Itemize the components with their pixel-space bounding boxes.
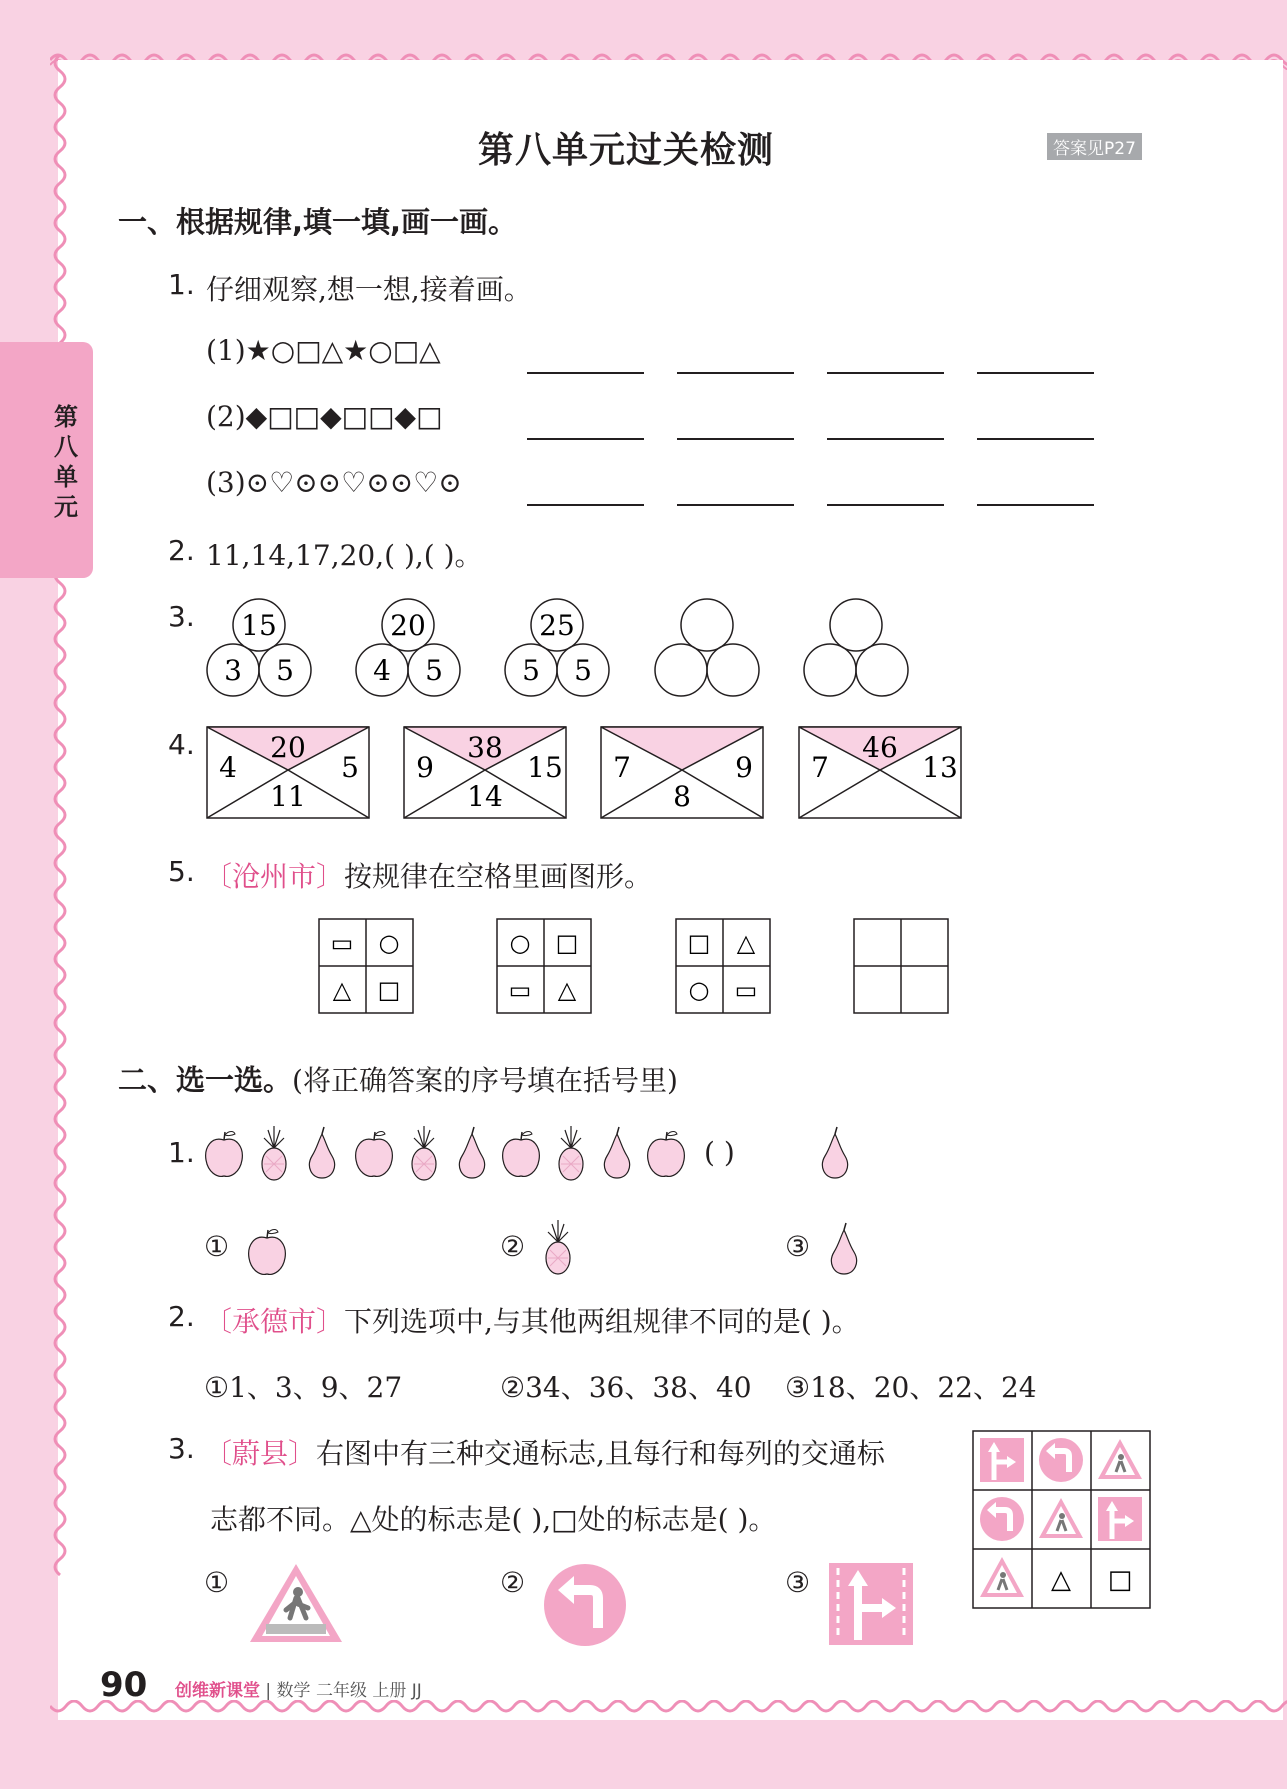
circle-top-value: 15 [241,609,277,642]
circle-group-3 [505,599,609,696]
circle-right-value: 5 [574,654,592,687]
s2-q3-line1 [204,1432,885,1472]
footer-info: 创维新课堂 | 数学 二年级 上册 JJ [175,1681,422,1701]
fruit-answer-blank[interactable]: ( ) [704,1136,735,1169]
triangle-placeholder[interactable]: △ [1051,1565,1071,1595]
shape-grid-empty[interactable] [854,919,948,1013]
blank-line[interactable] [527,438,644,440]
envelope-4 [799,727,961,818]
pineapple-icon [262,1126,286,1180]
envelope-row [206,725,966,820]
left-turn-sign-icon [542,1562,628,1648]
circle-top-value: 20 [390,609,426,642]
pattern-row-1: (1)★○□△★○□△ [206,334,441,367]
circle-left-value: 3 [224,654,242,687]
straight-right-sign-icon [980,1438,1024,1482]
s2-q2-number: 2. [168,1300,195,1333]
blank-line[interactable] [527,372,644,374]
circle-group-2 [356,599,460,696]
blank-line[interactable] [527,504,644,506]
apple-icon [244,1220,292,1280]
sign-option-1-label[interactable]: ① [204,1566,230,1599]
blank-line[interactable] [677,438,794,440]
circle-right-value: 5 [276,654,294,687]
s2-q2-option-1[interactable]: ①1、3、9、27 [204,1371,403,1404]
grid-cell: ○ [688,976,710,1004]
pear-icon [825,1214,865,1280]
envelope-bottom: 11 [270,780,306,813]
answer-reference-badge: 答案见P27 [1047,133,1142,160]
square-placeholder[interactable]: □ [1107,1565,1133,1595]
s1-q3-number: 3. [168,600,195,633]
circle-group-1 [207,599,311,696]
s2-q3-number: 3. [168,1432,195,1465]
s2-q2-text: 下列选项中,与其他两组规律不同的是( )。 [344,1305,860,1338]
s1-q1-number: 1. [168,268,195,301]
fruit-option-3-label[interactable]: ③ [785,1230,811,1263]
grid-cell: △ [332,976,352,1004]
circle-group-empty[interactable] [804,599,908,696]
pear-icon [822,1127,847,1178]
grid-cell: ○ [509,929,531,957]
grid-cell: □ [377,976,401,1004]
pear-icon [604,1127,629,1178]
s1-q5-number: 5. [168,855,195,888]
envelope-top: 46 [862,731,898,764]
left-wave-border [48,55,70,1715]
traffic-sign-grid [972,1430,1152,1610]
s1-q2-number: 2. [168,534,195,567]
side-tab-label: 第八单元 [54,403,78,521]
blank-line[interactable] [977,438,1094,440]
section2-heading-line [118,1058,678,1099]
grid-cell: △ [557,976,577,1004]
blank-line[interactable] [977,504,1094,506]
footer-details: 数学 二年级 上册 JJ [276,1681,422,1701]
pattern-row-2: (2)◆□□◆□□◆□ [206,400,443,433]
blank-line[interactable] [827,438,944,440]
circle-groups [200,595,920,700]
circle-left-value: 5 [522,654,540,687]
s1-q5-line [204,855,652,895]
s2-q2-option-2[interactable]: ②34、36、38、40 [500,1371,752,1404]
footer-brand: 创维新课堂 [175,1681,260,1701]
source-tag: 〔承德市〕 [204,1305,345,1338]
envelope-top: 38 [467,731,503,764]
grid-cell: ▭ [508,976,532,1004]
pineapple-icon [559,1126,583,1180]
apple-icon [648,1132,685,1177]
envelope-1 [207,727,369,818]
pineapple-icon [412,1126,436,1180]
grid-cell: ▭ [330,929,354,957]
envelope-bottom: 8 [673,780,691,813]
envelope-right: 15 [527,751,563,784]
circle-left-value: 4 [373,654,391,687]
pear-icon [309,1127,334,1178]
envelope-left: 7 [811,751,829,784]
unit-side-tab [0,342,93,578]
s1-q2-sequence: 11,14,17,20,( ),( )。 [206,539,483,572]
apple-icon [503,1132,540,1177]
bottom-wave-border [50,1700,1287,1722]
sign-option-2-label[interactable]: ② [500,1566,526,1599]
shape-grids [318,918,958,1016]
grid-cell: ○ [378,929,400,957]
pear-icon [459,1127,484,1178]
fruit-option-1-label[interactable]: ① [204,1230,230,1263]
shape-grid-1 [319,919,413,1013]
section2-heading: 二、选一选。 [118,1063,293,1097]
s2-q2-line [204,1300,860,1340]
envelope-3 [601,727,763,818]
sign-option-3-label[interactable]: ③ [785,1566,811,1599]
pedestrian-crossing-sign-icon [246,1560,346,1646]
envelope-top: 20 [270,731,306,764]
section1-heading: 一、根据规律,填一填,画一画。 [118,205,518,239]
envelope-right: 9 [735,751,753,784]
envelope-left: 4 [219,751,237,784]
grid-cell: △ [736,929,756,957]
circle-top-value: 25 [539,609,575,642]
envelope-left: 9 [416,751,434,784]
straight-or-right-sign-icon [828,1562,914,1646]
source-tag: 〔蔚县〕 [204,1437,317,1470]
fruit-option-2-label[interactable]: ② [500,1230,526,1263]
circle-right-value: 5 [425,654,443,687]
envelope-left: 7 [613,751,631,784]
s1-q5-text: 按规律在空格里画图形。 [344,860,653,893]
blank-line[interactable] [827,372,944,374]
s2-q1-number: 1. [168,1136,195,1169]
page-number: 90 [100,1665,148,1705]
s2-q3-text2: 志都不同。△处的标志是( ),□处的标志是( )。 [210,1503,777,1536]
envelope-right: 13 [922,751,958,784]
s2-q3-text1: 右图中有三种交通标志,且每行和每列的交通标 [316,1437,885,1470]
grid-cell: □ [687,929,711,957]
page-title: 第八单元过关检测 [478,130,775,171]
pattern-row-3: (3)⊙♡⊙⊙♡⊙⊙♡⊙ [206,466,462,499]
left-turn-sign-icon [1039,1438,1083,1482]
apple-icon [206,1132,243,1177]
fruit-sequence [203,1118,863,1188]
shape-grid-2 [497,919,591,1013]
envelope-right: 5 [341,751,359,784]
s1-q4-number: 4. [168,728,195,761]
envelope-2 [404,727,566,818]
apple-icon [356,1132,393,1177]
blank-line[interactable] [827,504,944,506]
left-turn-sign-icon [980,1497,1024,1541]
straight-right-sign-icon [1098,1497,1142,1541]
source-tag: 〔沧州市〕 [204,860,345,893]
blank-line[interactable] [677,372,794,374]
s1-q1-text: 仔细观察,想一想,接着画。 [206,273,532,306]
section2-note: (将正确答案的序号填在括号里) [292,1064,678,1097]
shape-grid-3 [676,919,770,1013]
grid-cell: □ [555,929,579,957]
grid-cell: ▭ [734,976,758,1004]
blank-line[interactable] [977,372,1094,374]
s2-q2-option-3[interactable]: ③18、20、22、24 [785,1371,1037,1404]
blank-line[interactable] [677,504,794,506]
envelope-bottom: 14 [467,780,503,813]
circle-group-empty[interactable] [655,599,759,696]
pineapple-icon [540,1210,580,1280]
